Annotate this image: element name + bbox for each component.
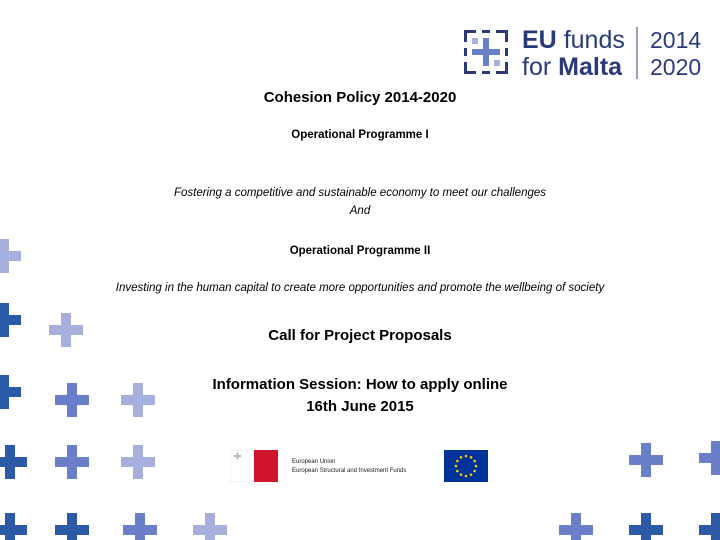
conjunction: And	[349, 205, 371, 217]
eu-star	[460, 473, 463, 476]
eu-star	[460, 456, 463, 459]
eu-star	[455, 465, 458, 468]
op1-title: Operational Programme I	[291, 129, 429, 141]
eu-funds-malta-logo-icon	[462, 28, 510, 76]
logo-eu: EU	[522, 26, 557, 54]
plus-cross-icon	[0, 445, 27, 479]
plus-cross-icon	[699, 441, 720, 475]
eu-star	[456, 460, 459, 463]
eu-star	[456, 470, 459, 473]
plus-cross-icon	[121, 383, 155, 417]
plus-cross-icon	[559, 513, 593, 540]
plus-cross-icon	[55, 445, 89, 479]
plus-cross-icon	[55, 383, 89, 417]
plus-cross-icon	[629, 513, 663, 540]
session-date: 16th June 2015	[306, 398, 414, 415]
logo-for: for	[522, 53, 552, 81]
eu-star	[473, 470, 476, 473]
eu-star	[470, 456, 473, 459]
logo-malta: Malta	[558, 53, 623, 81]
op1-subtitle: Fostering a competitive and sustainable economy to meet our challenges	[173, 187, 547, 199]
plus-cross-icon	[629, 443, 663, 477]
plus-cross-icon	[0, 513, 27, 540]
logo-line-2	[522, 53, 622, 81]
logo-funds: funds	[563, 26, 625, 54]
eu-star	[473, 460, 476, 463]
op2-subtitle: Investing in the human capital to create more opportunities and promote the wellbeing of society	[115, 282, 605, 294]
call-title: Call for Project Proposals	[268, 327, 452, 344]
plus-cross-icon	[193, 513, 227, 540]
op2-title: Operational Programme II	[289, 245, 431, 257]
eu-star	[465, 455, 468, 458]
plus-cross-icon	[699, 513, 720, 540]
session-title: Information Session: How to apply online	[212, 376, 508, 393]
logo-separator	[636, 27, 638, 79]
eu-flag-icon	[444, 450, 488, 482]
plus-cross-icon	[0, 303, 21, 337]
eu-star	[465, 475, 468, 478]
plus-cross-icon	[55, 513, 89, 540]
logo-year-end: 2020	[650, 54, 702, 80]
headline: Cohesion Policy 2014-2020	[263, 89, 457, 106]
eu-star	[470, 473, 473, 476]
malta-flag-icon	[230, 450, 278, 482]
plus-cross-icon	[123, 513, 157, 540]
logo-year-start: 2014	[650, 27, 702, 53]
eu-line-1: European Union	[292, 459, 336, 465]
plus-cross-icon	[0, 239, 21, 273]
eu-line-2: European Structural and Investment Funds	[292, 468, 407, 474]
plus-cross-icon	[121, 445, 155, 479]
logo-line-1	[522, 26, 625, 54]
plus-cross-icon	[49, 313, 83, 347]
plus-cross-icon	[0, 375, 21, 409]
eu-star	[475, 465, 478, 468]
